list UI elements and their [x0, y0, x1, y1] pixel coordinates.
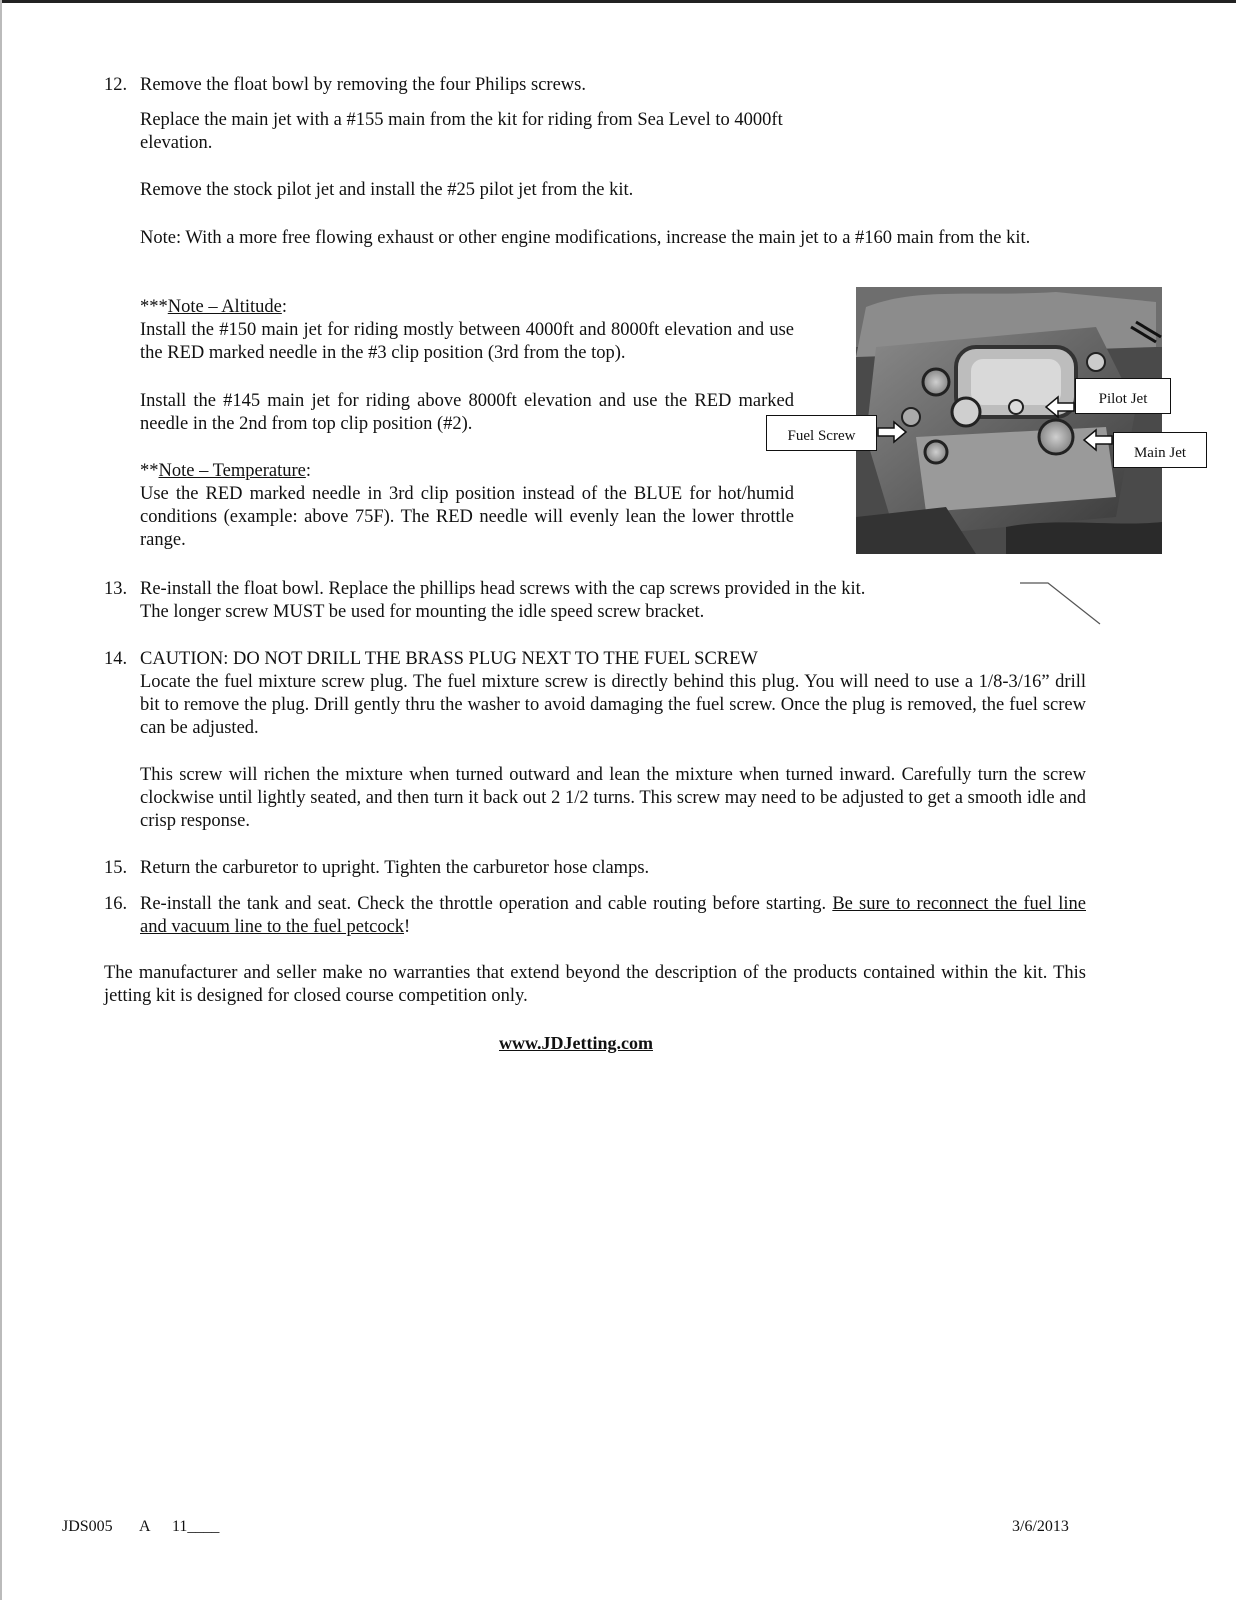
step-12-note-paragraph: Note: With a more free flowing exhaust or other engine modifications, increase the main jet to a #160 main from the kit.	[140, 228, 1031, 248]
step-14-caution: CAUTION: DO NOT DRILL THE BRASS PLUG NEXT TO THE FUEL SCREW	[140, 649, 758, 669]
scan-left-border	[0, 0, 2, 1600]
main-jet-callout: Main Jet	[1113, 432, 1207, 468]
temperature-note-paragraph: Use the RED marked needle in 3rd clip position instead of the BLUE for hot/humid conditions (example: above 75F). The RED needle will evenly lean the lower throttle range.	[140, 484, 794, 550]
footer-date: 3/6/2013	[1012, 1518, 1069, 1535]
step-12-number: 12.	[104, 75, 128, 95]
step-13-text: Re-install the float bowl. Replace the phillips head screws with the cap screws provided in the kit. The longer screw MUST be used for mounting the idle speed screw bracket.	[140, 579, 866, 622]
disclaimer-paragraph: The manufacturer and seller make no warranties that extend beyond the description of the products contained within the kit. This jetting kit is designed for closed course competition only.	[104, 963, 1086, 1006]
step-14-number: 14.	[104, 649, 128, 669]
step-12-pilot-jet-paragraph: Remove the stock pilot jet and install the #25 pilot jet from the kit.	[140, 180, 634, 200]
step-16-number: 16.	[104, 894, 128, 914]
step-12-main-jet-paragraph: Replace the main jet with a #155 main from the kit for riding from Sea Level to 4000ft elevation.	[140, 110, 783, 153]
altitude-note-heading: ***Note – Altitude:	[140, 297, 287, 317]
footer-doc-code: JDS005	[62, 1518, 113, 1535]
carburetor-photo	[856, 287, 1162, 554]
website-link[interactable]: www.JDJetting.com	[499, 1033, 653, 1053]
altitude-note-paragraph-1: Install the #150 main jet for riding mostly between 4000ft and 8000ft elevation and use the RED marked needle in the #3 clip position (3rd from the top).	[140, 320, 794, 363]
stray-pen-mark	[1020, 583, 1100, 624]
scan-top-border	[0, 0, 1236, 3]
footer-page-number: 11____	[172, 1518, 220, 1535]
step-14-paragraph-1: Locate the fuel mixture screw plug. The fuel mixture screw is directly behind this plug. You will need to use a 1/8-3/16” drill bit to remove the plug. Drill gently thru the washer to avoid damaging the fuel screw. Once the plug is removed, the fuel screw can be adjusted.	[140, 672, 1086, 738]
step-15-number: 15.	[104, 858, 128, 878]
step-16-text: Re-install the tank and seat. Check the throttle operation and cable routing before starting. Be sure to reconnect the fuel line and vacuum line to the fuel petcock!	[140, 894, 1086, 937]
step-13-number: 13.	[104, 579, 128, 599]
fuel-screw-callout: Fuel Screw	[766, 415, 877, 451]
pilot-jet-callout: Pilot Jet	[1075, 378, 1171, 414]
step-14-paragraph-2: This screw will richen the mixture when turned outward and lean the mixture when turned inward. Carefully turn the screw clockwise until lightly seated, and then turn it back out 2 1/2 turns. This screw may need to be adjusted to get a smooth idle and crisp response.	[140, 765, 1086, 831]
step-12-text: Remove the float bowl by removing the four Philips screws.	[140, 75, 586, 95]
footer-revision: A	[139, 1518, 151, 1535]
temperature-note-heading: **Note – Temperature:	[140, 461, 311, 481]
reconnect-fuel-line-warning: Be sure to reconnect the fuel line and vacuum line to the fuel petcock	[140, 894, 1086, 937]
step-15-text: Return the carburetor to upright. Tighten the carburetor hose clamps.	[140, 858, 650, 878]
altitude-note-paragraph-2: Install the #145 main jet for riding above 8000ft elevation and use the RED marked needle in the 2nd from top clip position (#2).	[140, 391, 794, 434]
carburetor-illustration	[856, 287, 1162, 554]
